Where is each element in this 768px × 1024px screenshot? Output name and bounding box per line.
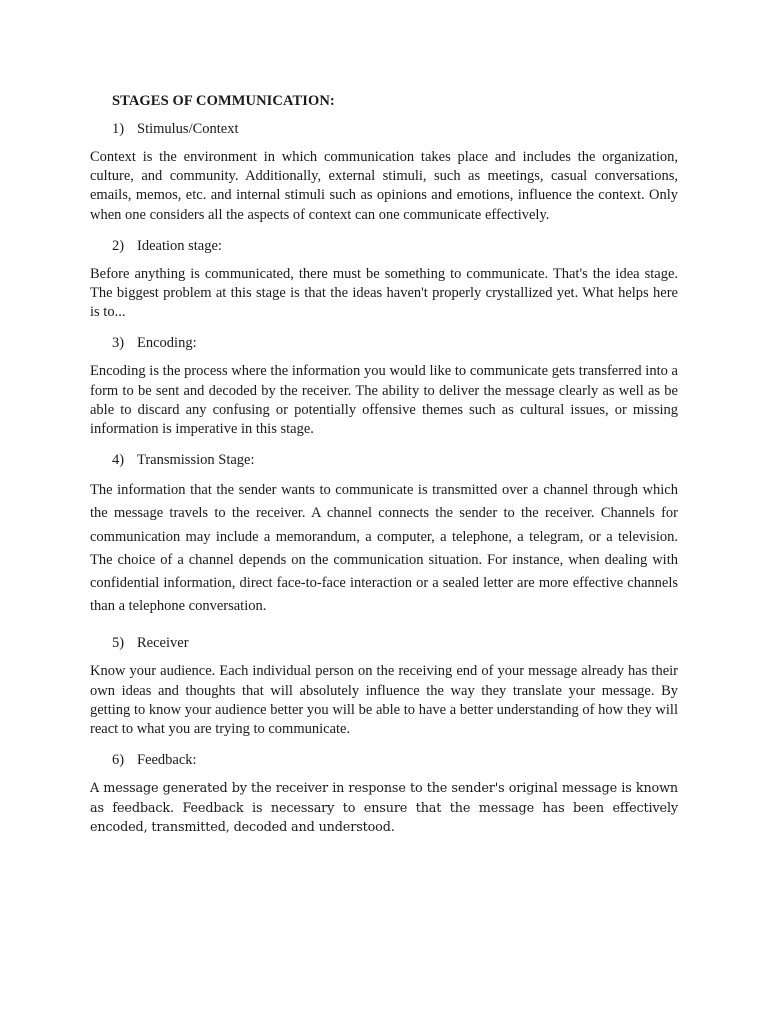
section-heading-text: Feedback: [137, 752, 197, 769]
section-paragraph-transmission: The information that the sender wants to communicate is transmitted over a channel through which the message travels to the receiver. A channel connects the sender to the receiver. Channels for communication may include a memorandum, a computer, a telephone, a telegram, or a television. The choice of a channel depends on the communication situation. For instance, when dealing with confidential information, direct face-to-face interaction or a sealed letter are more effective channels than a telephone conversation. [90, 482, 678, 615]
document-title: STAGES OF COMMUNICATION: [112, 93, 335, 109]
section-paragraph-ideation: Before anything is communicated, there must be something to communicate. That's the idea stage. The biggest problem at this stage is that the ideas haven't properly crystallized yet. What helps here is to... [90, 265, 678, 321]
section-heading-text: Encoding: [137, 335, 197, 352]
section-paragraph-stimulus: Context is the environment in which communication takes place and includes the organization, culture, and community. Additionally, external stimuli, such as meetings, casual conversations, emails, memos, etc. and internal stimuli such as opinions and emotions, influence the context. Only when one considers all the aspects of context can one communicate effectively. [90, 149, 678, 223]
section-paragraph-encoding: Encoding is the process where the information you would like to communicate gets transferred into a form to be sent and decoded by the receiver. The ability to deliver the message clearly as well as be able to discard any confusing or potentially offensive themes such as cultural issues, or missing information is imperative in this stage. [90, 363, 678, 438]
section-number: 4) [112, 452, 125, 469]
section-heading-text: Transmission Stage: [137, 452, 255, 469]
section-paragraph-receiver: Know your audience. Each individual person on the receiving end of your message already has their own ideas and thoughts that will absolutely influence the way they translate your message. By getting to know your audience better you will be able to have a better understanding of how they will react to what you are trying to communicate. [90, 663, 678, 738]
section-heading-text: Ideation stage: [137, 237, 222, 254]
section-number: 5) [112, 635, 125, 652]
section-heading-encoding [112, 333, 678, 353]
section-heading-text: Stimulus/Context [137, 121, 239, 137]
document-page [90, 92, 678, 848]
section-heading-feedback [112, 750, 678, 770]
section-heading-ideation [112, 236, 678, 256]
section-heading-receiver [112, 633, 678, 653]
section-number: 3) [112, 335, 125, 352]
section-number: 6) [112, 752, 125, 769]
section-number: 2) [112, 237, 125, 254]
section-heading-stimulus [112, 119, 678, 139]
section-paragraph-feedback: A message generated by the receiver in response to the sender's original message is known as feedback. Feedback is necessary to ensure that the message has been effectively encoded, transmitted, decoded and understood. [90, 781, 678, 836]
section-heading-transmission [112, 450, 678, 470]
section-heading-text: Receiver [137, 635, 189, 652]
section-number: 1) [112, 121, 125, 137]
